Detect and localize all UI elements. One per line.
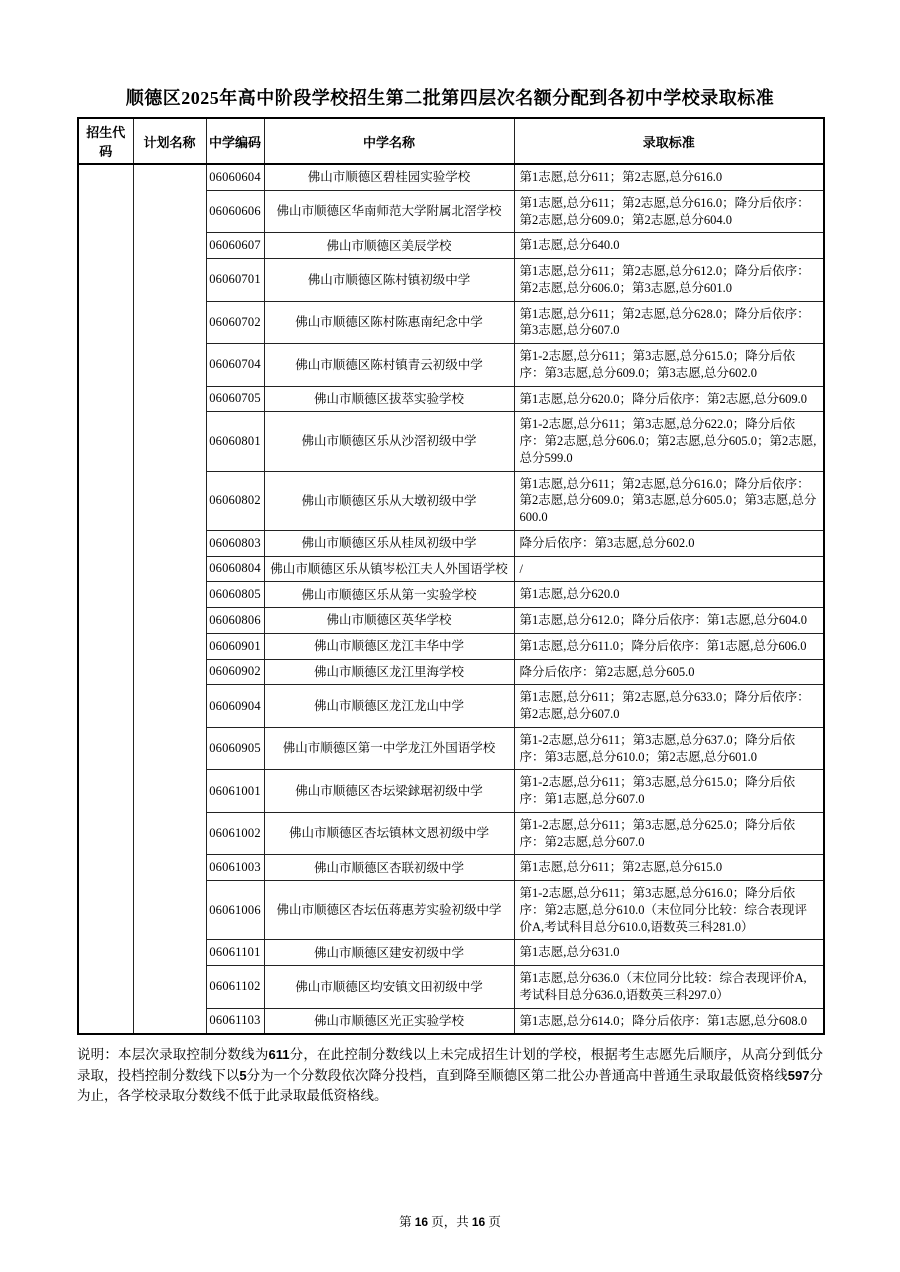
school-name-cell: 佛山市顺德区第一中学龙江外国语学校 [264, 727, 514, 770]
school-name-cell: 佛山市顺德区英华学校 [264, 608, 514, 634]
school-code-cell: 06060805 [206, 582, 264, 608]
school-code-cell: 06060702 [206, 301, 264, 344]
admission-standard-cell: 第1志愿,总分611；第2志愿,总分616.0；降分后依序：第2志愿,总分609.0；第2志愿,总分604.0 [514, 190, 824, 233]
school-code-cell: 06060705 [206, 386, 264, 412]
col-header-school-code: 中学编码 [206, 118, 264, 164]
school-code-cell: 06061002 [206, 812, 264, 855]
note-paragraph [77, 1045, 823, 1107]
school-name-cell: 佛山市顺德区乐从镇岑松江夫人外国语学校 [264, 556, 514, 582]
admission-standard-cell: 降分后依序：第3志愿,总分602.0 [514, 530, 824, 556]
school-name-cell: 佛山市顺德区龙江丰华中学 [264, 633, 514, 659]
school-code-cell: 06060806 [206, 608, 264, 634]
school-code-cell: 06060604 [206, 164, 264, 190]
admission-standard-cell: 第1志愿,总分611.0；降分后依序：第1志愿,总分606.0 [514, 633, 824, 659]
text-segment: 第 [399, 1215, 415, 1229]
school-name-cell: 佛山市顺德区陈村陈惠南纪念中学 [264, 301, 514, 344]
school-code-cell: 06060801 [206, 412, 264, 471]
school-code-cell: 06060901 [206, 633, 264, 659]
emphasized-number: 16 [471, 1215, 486, 1229]
admission-standard-cell: 第1-2志愿,总分611；第3志愿,总分637.0；降分后依序：第3志愿,总分610.0；第2志愿,总分601.0 [514, 727, 824, 770]
admission-standard-cell: 第1志愿,总分611；第2志愿,总分633.0；降分后依序：第2志愿,总分607.0 [514, 685, 824, 728]
enrollment-code-merged-cell [78, 164, 133, 1034]
page-title: 顺德区2025年高中阶段学校招生第二批第四层次名额分配到各初中学校录取标准 [125, 88, 775, 108]
text-segment: 分为一个分数段依次降分投档，直到降至顺德区第二批公办普通高中普通生录取最低资格线 [246, 1067, 788, 1083]
school-code-cell: 06060704 [206, 344, 264, 387]
school-code-cell: 06060904 [206, 685, 264, 728]
school-name-cell: 佛山市顺德区乐从大墩初级中学 [264, 471, 514, 530]
page-number-footer [0, 1212, 900, 1230]
school-code-cell: 06061102 [206, 966, 264, 1009]
text-segment: 说明：本层次录取控制分数线为 [77, 1047, 269, 1063]
school-name-cell: 佛山市顺德区杏坛镇林文恩初级中学 [264, 812, 514, 855]
school-name-cell: 佛山市顺德区杏联初级中学 [264, 855, 514, 881]
school-code-cell: 06060606 [206, 190, 264, 233]
admission-standard-cell: 第1志愿,总分620.0；降分后依序：第2志愿,总分609.0 [514, 386, 824, 412]
admission-standard-cell: 第1志愿,总分611；第2志愿,总分616.0 [514, 164, 824, 190]
col-header-school-name: 中学名称 [264, 118, 514, 164]
school-code-cell: 06061003 [206, 855, 264, 881]
school-name-cell: 佛山市顺德区杏坛梁銶琚初级中学 [264, 770, 514, 813]
school-code-cell: 06060905 [206, 727, 264, 770]
admission-standard-cell: 降分后依序：第2志愿,总分605.0 [514, 659, 824, 685]
school-name-cell: 佛山市顺德区光正实验学校 [264, 1008, 514, 1034]
admission-standard-cell: 第1-2志愿,总分611；第3志愿,总分622.0；降分后依序：第2志愿,总分606.0；第2志愿,总分605.0；第2志愿,总分599.0 [514, 412, 824, 471]
admission-standard-cell: 第1志愿,总分611；第2志愿,总分615.0 [514, 855, 824, 881]
col-header-enrollment-code: 招生代码 [78, 118, 133, 164]
school-code-cell: 06060803 [206, 530, 264, 556]
emphasized-number: 597 [787, 1067, 810, 1083]
admission-standard-cell: 第1志愿,总分611；第2志愿,总分612.0；降分后依序：第2志愿,总分606.0；第3志愿,总分601.0 [514, 259, 824, 302]
school-name-cell: 佛山市顺德区龙江龙山中学 [264, 685, 514, 728]
admission-standard-cell: 第1志愿,总分614.0；降分后依序：第1志愿,总分608.0 [514, 1008, 824, 1034]
school-name-cell: 佛山市顺德区乐从第一实验学校 [264, 582, 514, 608]
school-name-cell: 佛山市顺德区乐从桂凤初级中学 [264, 530, 514, 556]
admission-standard-cell: 第1志愿,总分640.0 [514, 233, 824, 259]
school-code-cell: 06061001 [206, 770, 264, 813]
text-segment: 分，在此控制分数线以上未完成招生计划的学校，根据考生志愿先后顺序，从高分到低分录取，投档控制分数线下以 [77, 1047, 824, 1083]
school-code-cell: 06060902 [206, 659, 264, 685]
table-row [78, 164, 824, 190]
table-header-row [78, 118, 824, 164]
admission-standard-cell: 第1志愿,总分612.0；降分后依序：第1志愿,总分604.0 [514, 608, 824, 634]
school-name-cell: 佛山市顺德区建安初级中学 [264, 940, 514, 966]
admission-standard-cell: 第1志愿,总分611；第2志愿,总分616.0；降分后依序：第2志愿,总分609.0；第3志愿,总分605.0；第3志愿,总分600.0 [514, 471, 824, 530]
school-name-cell: 佛山市顺德区杏坛伍蒋惠芳实验初级中学 [264, 881, 514, 940]
school-name-cell: 佛山市顺德区拔萃实验学校 [264, 386, 514, 412]
admission-standard-cell: 第1志愿,总分636.0（末位同分比较：综合表现评价A,考试科目总分636.0,语数英三科297.0） [514, 966, 824, 1009]
table-body [78, 164, 824, 1034]
school-code-cell: 06060701 [206, 259, 264, 302]
school-name-cell: 佛山市顺德区美辰学校 [264, 233, 514, 259]
table-container [77, 117, 823, 1035]
admission-standard-cell: 第1志愿,总分611；第2志愿,总分628.0；降分后依序：第3志愿,总分607.0 [514, 301, 824, 344]
school-name-cell: 佛山市顺德区碧桂园实验学校 [264, 164, 514, 190]
col-header-plan-name: 计划名称 [133, 118, 206, 164]
school-code-cell: 06061101 [206, 940, 264, 966]
admission-standard-cell: 第1-2志愿,总分611；第3志愿,总分616.0；降分后依序：第2志愿,总分610.0（末位同分比较：综合表现评价A,考试科目总分610.0,语数英三科281.0） [514, 881, 824, 940]
school-name-cell: 佛山市顺德区乐从沙滘初级中学 [264, 412, 514, 471]
school-code-cell: 06060802 [206, 471, 264, 530]
admission-standard-cell: 第1-2志愿,总分611；第3志愿,总分625.0；降分后依序：第2志愿,总分607.0 [514, 812, 824, 855]
text-segment: 分为止，各学校录取分数线不低于此录取最低资格线。 [77, 1067, 824, 1104]
plan-name-merged-cell [133, 164, 206, 1034]
school-name-cell: 佛山市顺德区陈村镇青云初级中学 [264, 344, 514, 387]
school-code-cell: 06061006 [206, 881, 264, 940]
emphasized-number: 16 [414, 1215, 429, 1229]
school-name-cell: 佛山市顺德区均安镇文田初级中学 [264, 966, 514, 1009]
emphasized-number: 611 [268, 1047, 290, 1063]
col-header-admission-standard: 录取标准 [514, 118, 824, 164]
admission-standards-table [77, 117, 825, 1035]
admission-standard-cell: 第1-2志愿,总分611；第3志愿,总分615.0；降分后依序：第1志愿,总分607.0 [514, 770, 824, 813]
school-code-cell: 06060804 [206, 556, 264, 582]
text-segment: 页，共 [428, 1215, 472, 1229]
admission-standard-cell: / [514, 556, 824, 582]
school-name-cell: 佛山市顺德区陈村镇初级中学 [264, 259, 514, 302]
admission-standard-cell: 第1志愿,总分620.0 [514, 582, 824, 608]
school-code-cell: 06060607 [206, 233, 264, 259]
admission-standard-cell: 第1-2志愿,总分611；第3志愿,总分615.0；降分后依序：第3志愿,总分609.0；第3志愿,总分602.0 [514, 344, 824, 387]
admission-standard-cell: 第1志愿,总分631.0 [514, 940, 824, 966]
school-code-cell: 06061103 [206, 1008, 264, 1034]
emphasized-number: 5 [239, 1067, 247, 1083]
school-name-cell: 佛山市顺德区龙江里海学校 [264, 659, 514, 685]
school-name-cell: 佛山市顺德区华南师范大学附属北滘学校 [264, 190, 514, 233]
text-segment: 页 [485, 1215, 501, 1229]
